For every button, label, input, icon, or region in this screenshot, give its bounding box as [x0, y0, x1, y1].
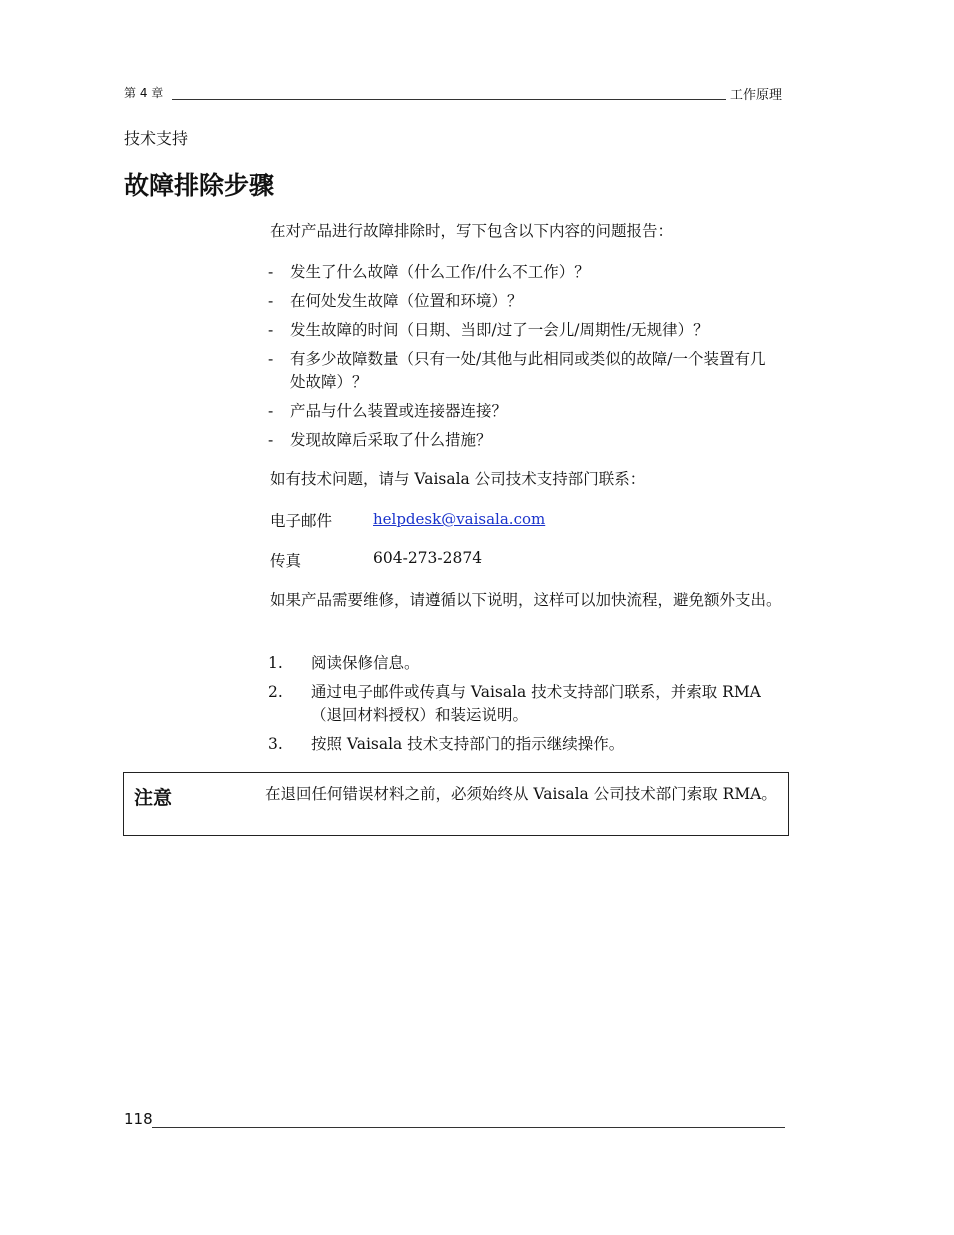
- step-number: 2.: [268, 683, 283, 701]
- list-item: - 发现故障后采取了什么措施？: [268, 429, 788, 452]
- fax-number: 604-273-2874: [373, 549, 483, 567]
- step-number: 1.: [268, 654, 283, 672]
- list-item: 2. 通过电子邮件或传真与 Vaisala 技术支持部门联系，并索取 RMA（退回材料授权）和装运说明。: [268, 683, 761, 724]
- list-item: 3. 按照 Vaisala 技术支持部门的指示继续操作。: [268, 733, 768, 756]
- note-text: 在退回任何错误材料之前，必须始终从 Vaisala 公司技术部门索取 RMA。: [265, 785, 777, 803]
- contact-paragraph: 如有技术问题，请与 Vaisala 公司技术支持部门联系：: [270, 470, 646, 488]
- note-label: 注意: [134, 787, 173, 809]
- email-label: 电子邮件: [270, 512, 333, 530]
- fax-label: 传真: [270, 552, 302, 570]
- page-title: 故障排除步骤: [124, 171, 275, 200]
- list-item: - 发生故障的时间（日期、当即/过了一会儿/周期性/无规律）？: [268, 319, 788, 342]
- bullet-marker: -: [268, 321, 274, 339]
- list-item: - 在何处发生故障（位置和环境）？: [268, 290, 788, 313]
- bullet-marker: -: [268, 263, 274, 281]
- bullet-marker: -: [268, 402, 274, 420]
- step-number: 3.: [268, 735, 283, 753]
- repair-paragraph: 如果产品需要维修，请遵循以下说明，这样可以加快流程，避免额外支出。: [270, 591, 782, 609]
- bullet-marker: -: [268, 350, 274, 368]
- bullet-marker: -: [268, 292, 274, 310]
- section-label: 技术支持: [124, 129, 189, 148]
- list-item: - 有多少故障数量（只有一处/其他与此相同或类似的故障/一个装置有几处故障）？: [268, 350, 766, 391]
- header-rule: [172, 99, 726, 100]
- note-box: [123, 772, 789, 836]
- bullet-marker: -: [268, 431, 274, 449]
- list-item: - 产品与什么装置或连接器连接？: [268, 400, 788, 423]
- page-number: 118: [124, 1110, 153, 1128]
- header-chapter: 第 4 章: [124, 86, 164, 100]
- intro-paragraph: 在对产品进行故障排除时，写下包含以下内容的问题报告：: [270, 222, 674, 240]
- question-list: [268, 261, 788, 458]
- email-link[interactable]: helpdesk@vaisala.com: [373, 510, 546, 528]
- header-chapter-title: 工作原理: [730, 88, 783, 103]
- repair-steps: [268, 652, 768, 762]
- list-item: 1. 阅读保修信息。: [268, 652, 768, 675]
- footer-rule: [152, 1127, 785, 1128]
- list-item: - 发生了什么故障（什么工作/什么不工作）？: [268, 261, 788, 284]
